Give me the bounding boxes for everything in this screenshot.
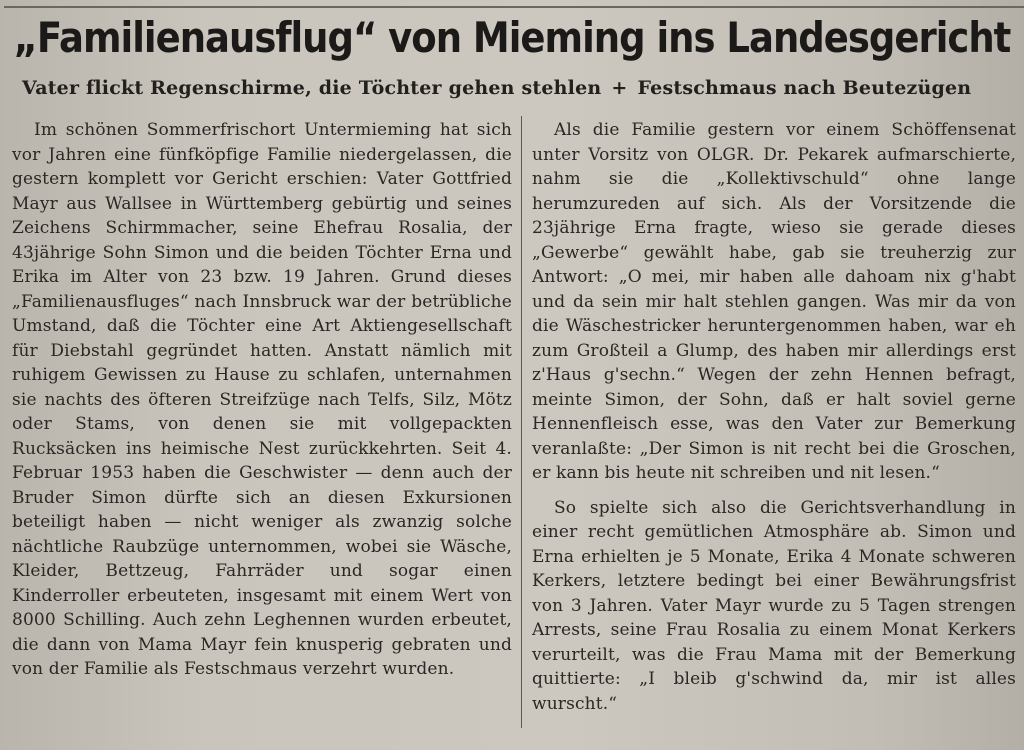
right-paragraph-1: Als die Familie gestern vor einem Schöffensenat unter Vorsitz von OLGR. Dr. Pekarek aufmarschierte, nahm sie die „Kollektivschuld“ ohne lange herumzureden auf sich. Als der Vorsitzende die 23jährige Erna fragte, wieso sie gerade dieses „Gewerbe“ gewählt habe, gab sie treuherzig zur Antwort: „O mei, mir haben alle dahoam nix g'habt und da sein mir halt stehlen gangen. Was mir da von die Wäschestricker heruntergenommen haben, war eh zum Großteil a Glump, des haben mir allerdings erst z'Haus g'sechn.“ Wegen der zehn Hennen befragt, meinte Simon, der Sohn, daß er halt soviel gerne Hennenfleisch esse, was den Vater zur Bemerkung veranlaßte: „Der Simon is nit recht bei die Groschen, er kann bis heute nit schreiben und nit lesen.“ xyxy=(532,120,1016,483)
article-headline: „Familienausflug“ von Mieming ins Landesgericht xyxy=(13,14,1011,63)
article-subheadline xyxy=(22,77,1024,99)
left-column xyxy=(12,118,512,682)
subheadline-part-1: Vater flickt Regenschirme, die Töchter gehen stehlen xyxy=(22,77,602,99)
right-paragraph-2: So spielte sich also die Gerichtsverhandlung in einer recht gemütlichen Atmosphäre ab. Simon und Erna erhielten je 5 Monate, Erika 4 Monate schweren Kerkers, letztere bedingt bei einer Bewährungsfrist von 3 Jahren. Vater Mayr wurde zu 5 Tagen strengen Arrests, seine Frau Rosalia zu einem Monat Kerkers verurteilt, was die Frau Mama mit der Bemerkung quittierte: „I bleib g'schwind da, mir ist alles wurscht.“ xyxy=(532,497,1016,714)
subheadline-separator: + xyxy=(611,77,628,99)
column-divider xyxy=(521,116,522,728)
top-rule xyxy=(4,6,1024,8)
left-paragraph-1: Im schönen Sommerfrischort Untermieming hat sich vor Jahren eine fünfköpfige Familie niedergelassen, die gestern komplett vor Gericht erschien: Vater Gottfried Mayr aus Wallsee in Württemberg gebürtig und seines Zeichens Schirmmacher, seine Ehefrau Rosalia, der 43jährige Sohn Simon und die beiden Töchter Erna und Erika im Alter von 23 bzw. 19 Jahren. Grund dieses „Familienausfluges“ nach Innsbruck war der betrübliche Umstand, daß die Töchter eine Art Aktiengesellschaft für Diebstahl gegründet hatten. Anstatt nämlich mit ruhigem Gewissen zu Hause zu schlafen, unternahmen sie nachts des öfteren Streifzüge nach Telfs, Silz, Mötz oder Stams, von denen sie mit vollgepackten Rucksäcken ins heimische Nest zurückkehrten. Seit 4. Februar 1953 haben die Geschwister — denn auch der Bruder Simon dürfte sich an diesen Exkursionen beteiligt haben — nicht weniger als zwanzig solche nächtliche Raubzüge unternommen, wobei sie Wäsche, Kleider, Bettzeug, Fahrräder und sogar einen Kinderroller erbeuteten, insgesamt mit einem Wert von 8000 Schilling. Auch zehn Leghennen wurden erbeutet, die dann von Mama Mayr fein knusperig gebraten und von der Familie als Festschmaus verzehrt wurden. xyxy=(12,120,512,679)
subheadline-part-2: Festschmaus nach Beutezügen xyxy=(637,77,972,99)
right-column xyxy=(532,118,1016,716)
